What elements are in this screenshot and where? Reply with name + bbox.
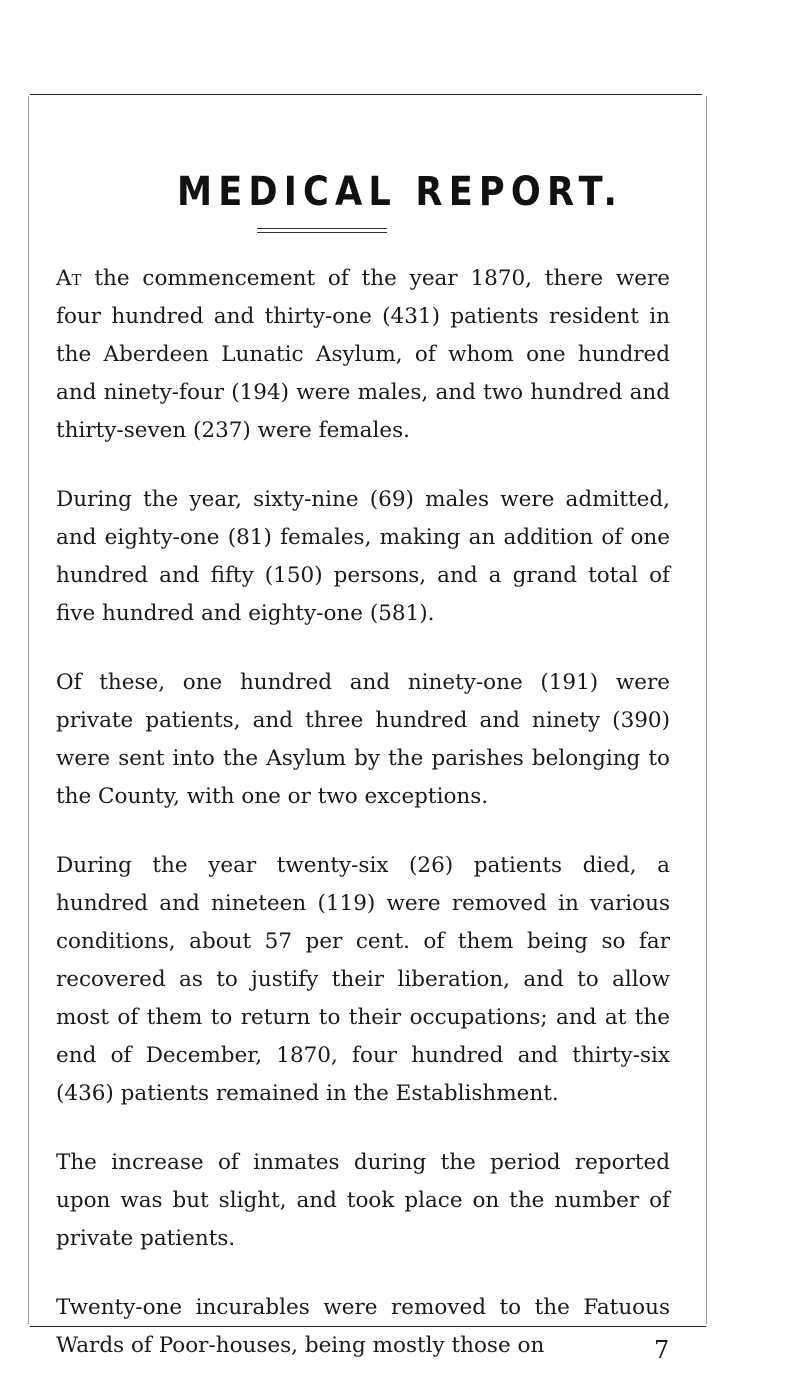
paragraph-6: Twenty-one incurables were removed to the Fatuous Wards of Poor-houses, being mostly those on — [56, 1295, 670, 1358]
paragraph-4: During the year twenty-six (26) patients died, a hundred and nineteen (119) were removed in various conditions, about 57 per cent. of them being so far recovered as to justify their liberation, and to allow most of them to return to their occupations; and at the end of December, 1870, four hundred and thirty-six (436) patients remained in the Establishment. — [56, 853, 670, 1106]
page-border-right — [706, 96, 707, 1324]
paragraph-1 — [56, 260, 670, 450]
page-border-left — [28, 96, 29, 1324]
report-body — [56, 260, 670, 1396]
title-underline — [257, 228, 387, 233]
page-border-top — [30, 94, 702, 95]
paragraph-1-text: the commencement of the year 1870, there were four hundred and thirty-one (431) patients resident in the Aberdeen Lunatic Asylum, of whom one hundred and ninety-four (194) were males, and two hundred and thirty-seven (237) were females. — [56, 266, 670, 443]
page-number: 7 — [654, 1336, 670, 1364]
paragraph-3: Of these, one hundred and ninety-one (191) were private patients, and three hundred and ninety (390) were sent into the Asylum by the parishes belonging to the County, with one or two exceptions. — [56, 670, 670, 809]
page-title: MEDICAL REPORT. — [177, 168, 623, 215]
paragraph-5: The increase of inmates during the period reported upon was but slight, and took place on the number of private patients. — [56, 1150, 670, 1251]
paragraph-2: During the year, sixty-nine (69) males were admitted, and eighty-one (81) females, making an addition of one hundred and fifty (150) persons, and a grand total of five hundred and eighty-one (581). — [56, 487, 670, 626]
paragraph-1-lead: At — [56, 266, 82, 291]
